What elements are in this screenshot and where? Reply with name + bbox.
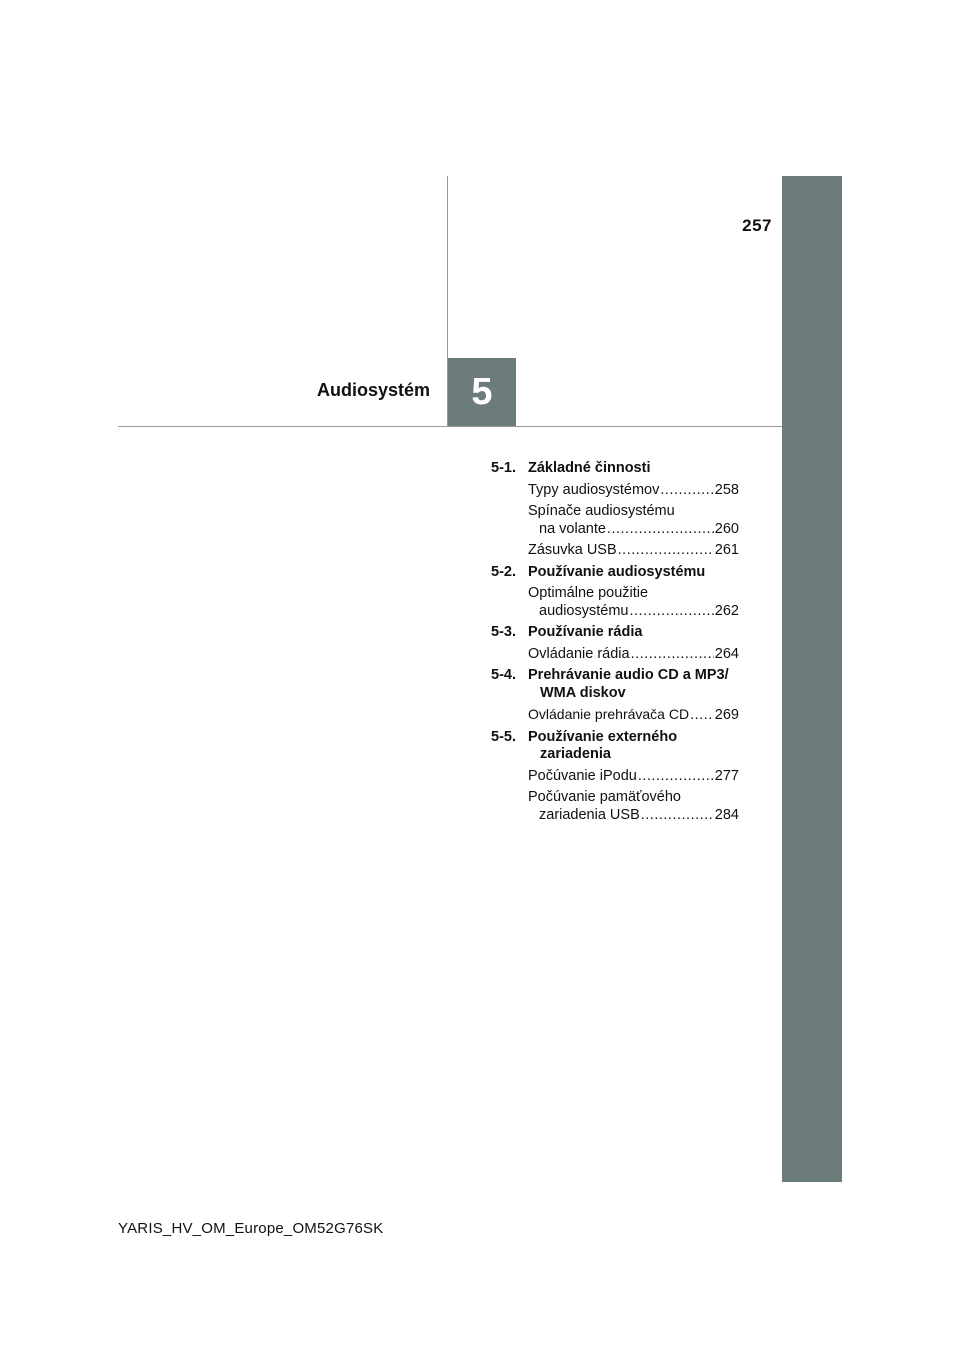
side-thumb-tab: [782, 176, 842, 1182]
toc-entry-usb-socket[interactable]: [528, 542, 739, 560]
entry-label-continued: audiosystému: [539, 602, 629, 619]
toc-entry-cd-player[interactable]: [528, 706, 739, 725]
toc-section-5-3[interactable]: [491, 624, 739, 642]
dot-leader: [631, 646, 714, 664]
entry-label: Typy audiosystémov: [528, 481, 660, 498]
toc-entry-optimal-use[interactable]: [528, 585, 739, 620]
section-number: 5-4.: [491, 667, 516, 683]
toc-entry-steering-switches[interactable]: [528, 503, 739, 538]
entry-label: Zásuvka USB: [528, 542, 617, 558]
entry-label: Spínače audiosystému: [528, 503, 675, 519]
section-title: Základné činnosti: [528, 460, 651, 476]
entry-label-continued: zariadenia USB: [539, 806, 640, 823]
toc-section-5-1[interactable]: [491, 460, 739, 478]
section-title: Používanie externého zariadenia: [528, 728, 678, 762]
dot-leader: [690, 707, 714, 725]
chapter-number: 5: [471, 370, 493, 413]
toc-section-5-5[interactable]: [491, 729, 739, 764]
page-number: 257: [742, 216, 772, 235]
entry-label: Ovládanie prehrávača CD: [528, 706, 690, 722]
toc-section-5-4[interactable]: [491, 667, 739, 702]
dot-leader: [641, 807, 714, 825]
section-number: 5-2.: [491, 563, 516, 580]
entry-label: Počúvanie iPodu: [528, 767, 637, 784]
toc-entry-usb-memory[interactable]: [528, 789, 739, 824]
dot-leader: [607, 521, 714, 539]
entry-page: 258: [714, 481, 739, 498]
entry-page: 262: [714, 602, 739, 619]
section-number: 5-3.: [491, 624, 516, 640]
entry-page: 284: [714, 806, 739, 823]
dot-leader: [660, 482, 713, 500]
table-of-contents: [491, 460, 739, 828]
section-title: Používanie audiosystému: [528, 563, 706, 580]
section-title: Používanie rádia: [528, 624, 643, 640]
document-code-footer: YARIS_HV_OM_Europe_OM52G76SK: [118, 1220, 384, 1237]
toc-entry-audio-types[interactable]: [528, 482, 739, 500]
section-number: 5-5.: [491, 728, 516, 745]
section-title: Prehrávanie audio CD a MP3/ WMA diskov: [528, 667, 729, 701]
entry-label-continued: na volante: [539, 520, 606, 537]
chapter-title: Audiosystém: [316, 380, 430, 400]
toc-entry-radio-control[interactable]: [528, 646, 739, 664]
entry-page: 261: [714, 542, 739, 558]
dot-leader: [618, 542, 714, 560]
horizontal-divider: [118, 426, 782, 427]
entry-label: Ovládanie rádia: [528, 645, 630, 662]
toc-entry-ipod[interactable]: [528, 768, 739, 786]
entry-page: 269: [714, 707, 739, 723]
entry-label: Počúvanie pamäťového: [528, 789, 681, 805]
section-number: 5-1.: [491, 460, 516, 476]
entry-label: Optimálne použitie: [528, 585, 649, 601]
entry-page: 264: [714, 645, 739, 662]
chapter-number-badge: [448, 358, 516, 426]
entry-page: 260: [714, 520, 739, 537]
dot-leader: [638, 768, 714, 786]
toc-section-5-2[interactable]: [491, 564, 739, 582]
dot-leader: [629, 603, 713, 621]
entry-page: 277: [714, 767, 739, 784]
